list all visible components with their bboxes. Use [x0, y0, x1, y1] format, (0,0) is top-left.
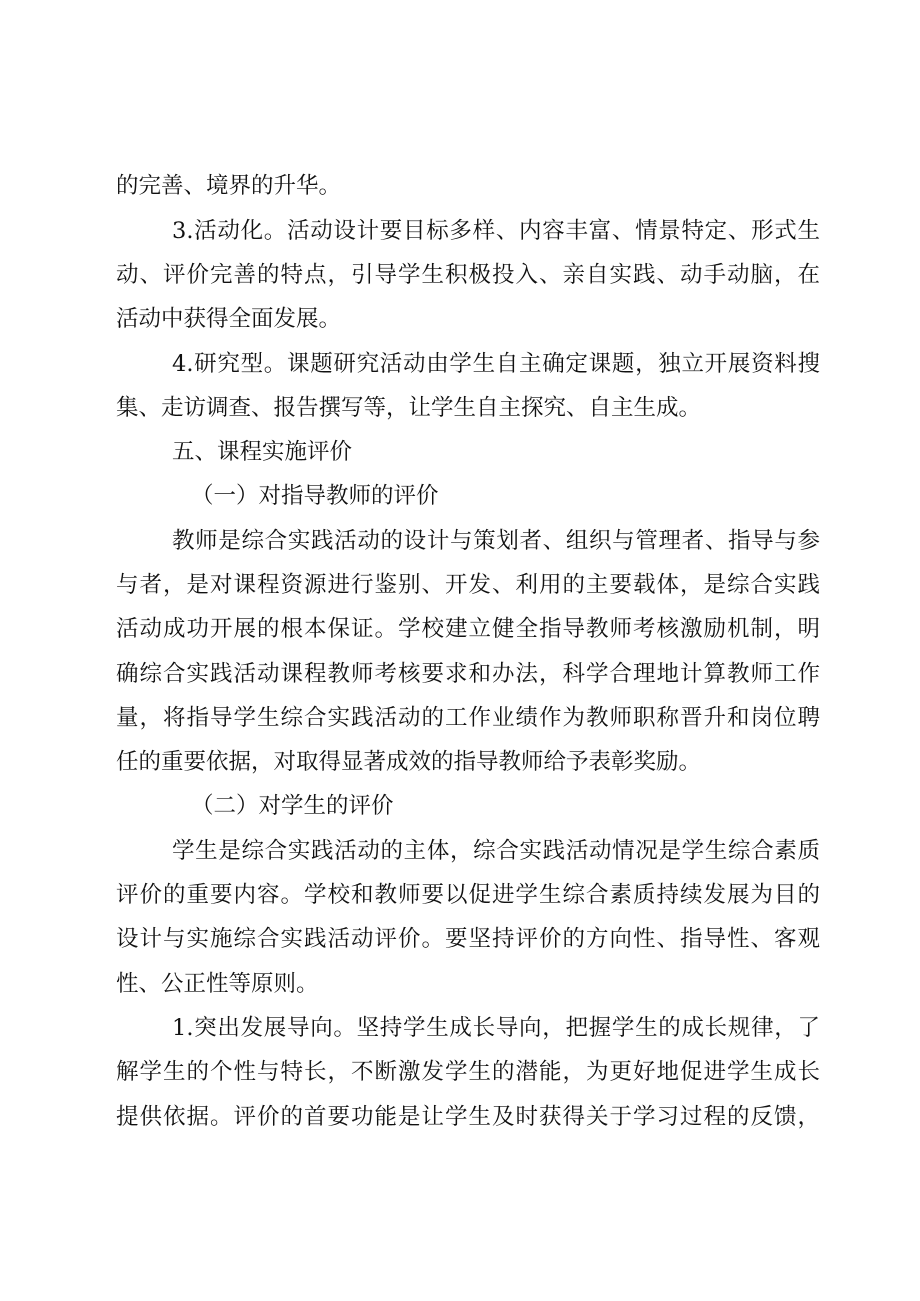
paragraph-line: 学生是综合实践活动的主体，综合实践活动情况是学生综合素质 [172, 838, 820, 864]
paragraph-line: 的完善、境界的升华。 [116, 173, 342, 199]
paragraph-line: 解学生的个性与特长，不断激发学生的潜能，为更好地促进学生成长 [116, 1059, 820, 1085]
paragraph-line: 4.研究型。课题研究活动由学生自主确定课题，独立开展资料搜 [172, 351, 820, 377]
paragraph-line: 集、走访调查、报告撰写等，让学生自主探究、自主生成。 [116, 395, 702, 421]
paragraph-line: 确综合实践活动课程教师考核要求和办法，科学合理地计算教师工作 [116, 661, 820, 687]
paragraph-line: 教师是综合实践活动的设计与策划者、组织与管理者、指导与参 [172, 528, 820, 554]
paragraph-line: 量，将指导学生综合实践活动的工作业绩作为教师职称晋升和岗位聘 [116, 705, 820, 731]
paragraph-line: 提供依据。评价的首要功能是让学生及时获得关于学习过程的反馈， [116, 1104, 820, 1130]
paragraph-line: 评价的重要内容。学校和教师要以促进学生综合素质持续发展为目的 [116, 882, 820, 908]
paragraph-line: 3.活动化。活动设计要目标多样、内容丰富、情景特定、形式生 [172, 218, 820, 244]
paragraph-line: 与者，是对课程资源进行鉴别、开发、利用的主要载体，是综合实践 [116, 572, 820, 598]
subsection-heading: （一）对指导教师的评价 [191, 483, 439, 509]
paragraph-line: 任的重要依据，对取得显著成效的指导教师给予表彰奖励。 [116, 749, 702, 775]
section-heading: 五、课程实施评价 [172, 439, 353, 465]
paragraph-line: 设计与实施综合实践活动评价。要坚持评价的方向性、指导性、客观 [116, 926, 820, 952]
paragraph-line: 性、公正性等原则。 [116, 971, 319, 997]
paragraph-line: 1.突出发展导向。坚持学生成长导向，把握学生的成长规律，了 [172, 1015, 820, 1041]
subsection-heading: （二）对学生的评价 [191, 793, 394, 819]
paragraph-line: 活动中获得全面发展。 [116, 306, 342, 332]
paragraph-line: 动、评价完善的特点，引导学生积极投入、亲自实践、动手动脑，在 [116, 262, 820, 288]
paragraph-line: 活动成功开展的根本保证。学校建立健全指导教师考核激励机制，明 [116, 616, 820, 642]
